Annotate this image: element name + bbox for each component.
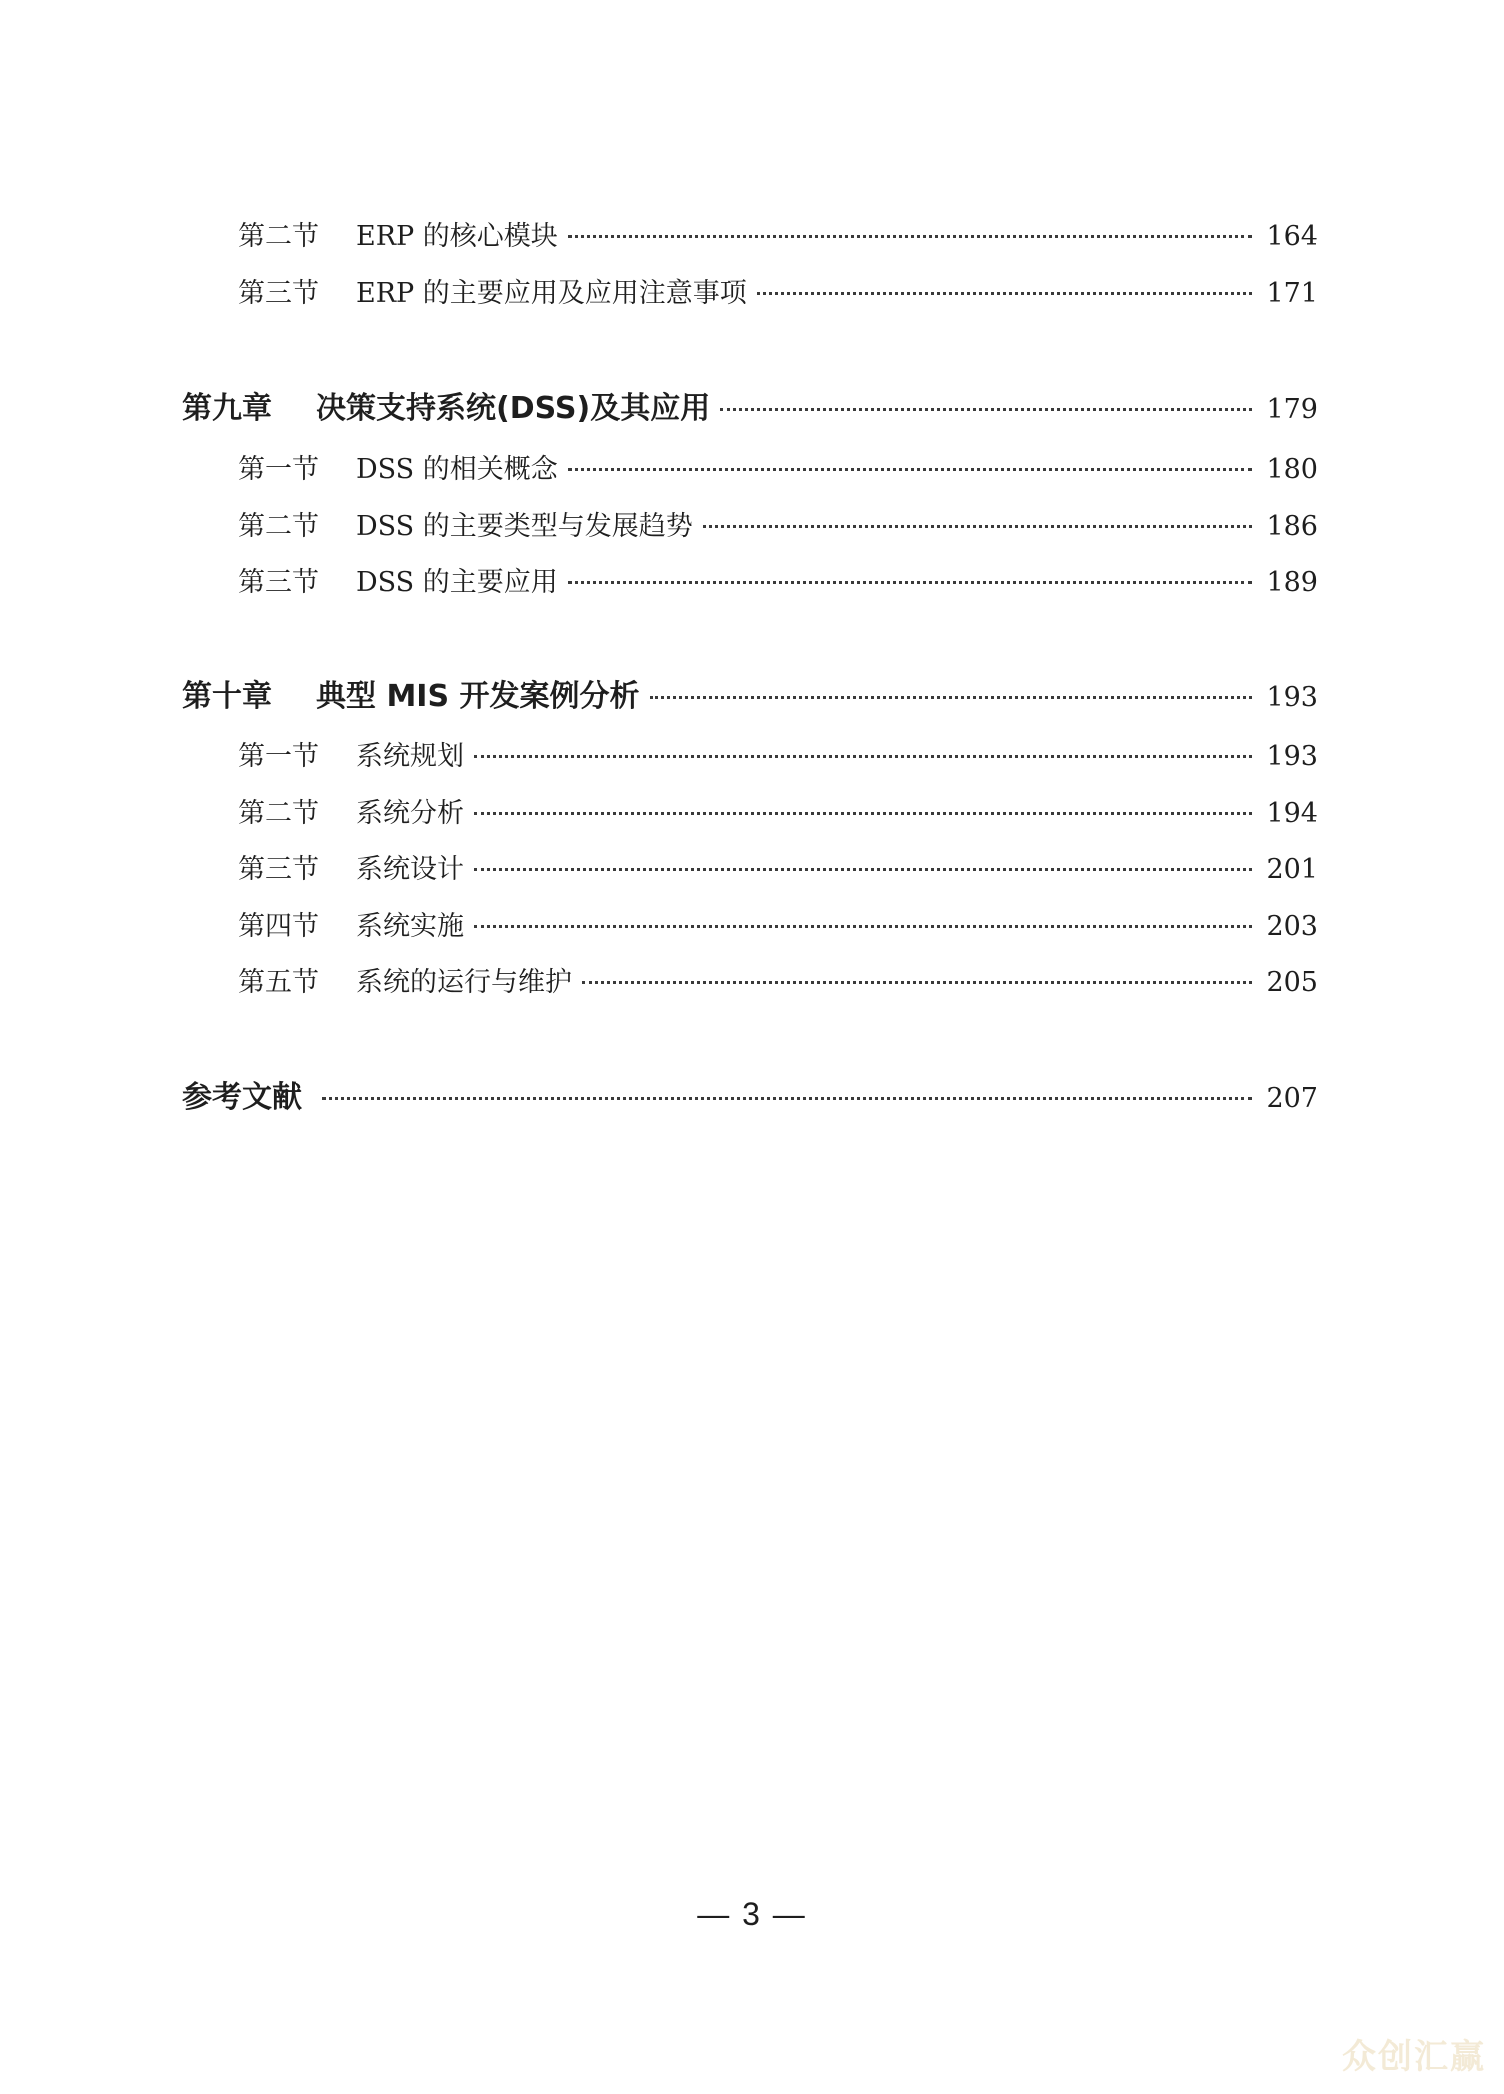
section-page-number: 193 [1266,741,1318,772]
dot-leader [568,581,1253,584]
section-page-number: 171 [1266,278,1318,309]
section-page-number: 203 [1266,911,1318,942]
section-title: DSS 的相关概念 [356,454,558,485]
dot-leader [474,755,1252,758]
section-title: DSS 的主要应用 [356,567,558,598]
toc-chapter-row[interactable] [182,383,1318,426]
dot-leader [474,868,1252,871]
toc-chapter-row[interactable] [182,671,1318,714]
dot-leader [582,981,1252,984]
dot-leader [568,235,1253,238]
section-label: 第三节 [238,854,319,885]
section-title: 系统的运行与维护 [356,967,572,998]
dot-leader [474,925,1252,928]
toc-section-row[interactable] [238,791,1318,827]
section-label: 第一节 [238,454,319,485]
toc-section-row[interactable] [238,214,1318,250]
section-label: 第三节 [238,278,319,309]
section-label: 第二节 [238,221,319,252]
page-number: — 3 — [697,1896,807,1932]
toc-section-row[interactable] [238,960,1318,996]
watermark: 众创汇赢 [1342,2037,1486,2077]
section-page-number: 205 [1266,967,1318,998]
section-title: 系统设计 [356,854,464,885]
chapter-title: 决策支持系统(DSS)及其应用 [316,391,711,426]
section-label: 第四节 [238,911,319,942]
dot-leader [474,812,1252,815]
toc-section-row[interactable] [238,734,1318,770]
toc-section-row[interactable] [238,904,1318,940]
dot-leader [568,468,1253,471]
section-page-number: 194 [1266,798,1318,829]
section-label: 第五节 [238,967,319,998]
chapter-label: 第九章 [182,391,272,426]
toc-section-row[interactable] [238,447,1318,483]
dot-leader [650,696,1253,699]
section-label: 第三节 [238,567,319,598]
section-page-number: 201 [1266,854,1318,885]
section-label: 第二节 [238,511,319,542]
toc-references-row[interactable] [182,1072,1318,1115]
dot-leader [322,1097,1252,1100]
toc-section-row[interactable] [238,504,1318,540]
section-page-number: 186 [1266,511,1318,542]
section-title: ERP 的核心模块 [356,221,558,252]
references-page-number: 207 [1266,1083,1318,1114]
toc-section-row[interactable] [238,560,1318,596]
dot-leader [703,525,1253,528]
dot-leader [757,292,1253,295]
chapter-label: 第十章 [182,679,272,714]
section-page-number: 189 [1266,567,1318,598]
references-title: 参考文献 [182,1080,302,1115]
section-title: ERP 的主要应用及应用注意事项 [356,278,747,309]
chapter-page-number: 193 [1266,682,1318,713]
section-label: 第二节 [238,798,319,829]
chapter-title: 典型 MIS 开发案例分析 [316,679,640,714]
section-title: DSS 的主要类型与发展趋势 [356,511,693,542]
section-label: 第一节 [238,741,319,772]
section-title: 系统规划 [356,741,464,772]
dot-leader [720,408,1252,411]
section-page-number: 180 [1266,454,1318,485]
section-title: 系统实施 [356,911,464,942]
toc-section-row[interactable] [238,847,1318,883]
toc-section-row[interactable] [238,271,1318,307]
chapter-page-number: 179 [1266,394,1318,425]
section-page-number: 164 [1266,221,1318,252]
section-title: 系统分析 [356,798,464,829]
